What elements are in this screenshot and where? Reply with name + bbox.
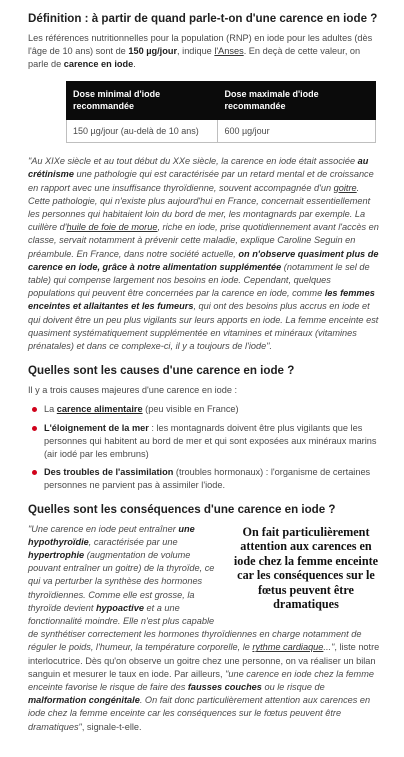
goitre-link[interactable]: goitre <box>333 182 357 193</box>
quote-text: (augmentation de volume pouvant entraîner un goitre) de la thyroïde, ce qui va perturber la synthèse des hormones thyroïdiennes. Comme elle est grosse, la thyroïde devient <box>28 549 215 613</box>
quote-text: , caractérisée par une <box>88 536 178 547</box>
quote-text: et a une fonctionnalité moindre. Elle n'est plus capable de synthétiser correctement les hormones thyroïdiennes en charge notamment de réguler le poids, l'humeur, la température corporelle, le <box>28 602 362 653</box>
table-header-max: Dose maximale d'iode recommandée <box>218 81 376 119</box>
quote-text: "Une carence en iode peut entraîner <box>28 523 179 534</box>
section-title-definition: Définition : à partir de quand parle-t-on d'une carence en iode ? <box>28 12 378 25</box>
quote-bold-cretinisme: au crétinisme <box>28 156 369 180</box>
bold-fausses-couches: fausses couches <box>187 682 262 693</box>
intro-text-1: Les références nutritionnelles pour la population (RNP) en iode pour les adultes (dès l'âge de 10 ans) sont de <box>28 33 373 57</box>
quote-text: (notamment le sel de table) qui compense largement nos besoins en iode. Cependant, quelques populations qui peuvent être concernées par la carence en iode, comme <box>28 261 370 299</box>
bold-hypertrophie: hypertrophie <box>28 549 85 560</box>
table-header-row <box>67 81 376 119</box>
quote-text: une pathologie qui est caractérisée par un retard mental et de croissance en rapport avec une insuffisance thyroïdienne, souvent accompagnée d'un <box>28 169 374 193</box>
bold-hypoactive: hypoactive <box>95 602 144 613</box>
dose-table <box>66 81 376 144</box>
narration-text: , liste notre interlocutrice. Dès qu'on observe un goitre chez une personne, on va réaliser un bilan sanguin et mesurer le taux en iode. Par ailleurs, <box>28 642 380 679</box>
intro-text-3: . En deçà de cette valeur, on parle de <box>28 46 361 70</box>
intro-bold-carence: carence en iode <box>63 59 134 70</box>
rythme-cardiaque-link-text: rythme cardiaque <box>252 642 324 653</box>
section-title-causes: Quelles sont les causes d'une carence en iode ? <box>28 364 295 378</box>
table-header-min: Dose minimal d'iode recommandée <box>67 81 218 119</box>
bullet-icon <box>32 426 37 431</box>
table-cell-max: 600 µg/jour <box>218 119 376 143</box>
intro-text-4: . <box>133 59 136 70</box>
quote-text: . On fait donc particulièrement attention aux carences en iode chez la femme enceinte car les conséquences sur le fœtus peuvent être dramatiques" <box>28 695 371 732</box>
cause-link-alimentaire[interactable]: carence alimentaire <box>56 404 143 415</box>
causes-intro: Il y a trois causes majeures d'une carence en iode : <box>28 385 238 396</box>
list-item <box>28 422 380 462</box>
pull-quote: On fait particulièrement attention aux carences en iode chez la femme enceinte car les conséquences sur le fœtus peuvent être dramatiques <box>233 524 379 612</box>
quote-paragraph-history <box>28 155 380 353</box>
table-row <box>67 119 376 143</box>
section-title-consequences: Quelles sont les conséquences d'une carence en iode ? <box>28 502 336 516</box>
bold-hypothyroidie: une hypothyroïdie <box>28 523 195 547</box>
anses-link[interactable]: l'Anses <box>214 46 244 57</box>
table-cell-min: 150 µg/jour (au-delà de 10 ans) <box>67 119 218 143</box>
cause-title-assimilation: Des troubles de l'assimilation <box>44 467 174 478</box>
quote-text: , qui ont des besoins plus accrus en iode et qui doivent être un peu plus vigilants sur leurs apports en iode. La femme enceinte est quasiment systématiquement supplémentée en vitamines et minéraux (vitamines prénatales) et dans ce complexe-ci, il y a toujours de l'iode". <box>28 301 379 351</box>
intro-text-2: , indique <box>177 46 215 57</box>
quote-bold-femmes-enceintes: les femmes enceintes et allaitantes et les fumeurs <box>28 288 375 312</box>
quote-text: ou le risque de <box>261 682 325 693</box>
quote-text: , riche en iode, prise quotidiennement avant l'accès en classe, servait notamment à prévenir cette maladie, explique Caroline Seguin en préambule. En France, dans notre société actuelle, <box>28 222 379 259</box>
quote-bold-alimentation: on n'observe quasiment plus de carence en iode, grâce à notre alimentation supplémentée <box>28 248 379 272</box>
intro-paragraph <box>28 32 380 72</box>
cause-prefix: La <box>44 404 57 415</box>
bold-malformation: malformation congénitale <box>28 695 140 706</box>
intro-bold-dose: 150 µg/jour <box>128 46 178 57</box>
rythme-cardiaque-link[interactable] <box>252 642 323 652</box>
list-item <box>28 403 380 416</box>
cause-title-eloignement: L'éloignement de la mer <box>44 422 149 433</box>
cause-text: (troubles hormonaux) : l'organisme de certaines personnes ne parvient pas à assimiler l'iode. <box>44 467 371 491</box>
bullet-icon <box>32 407 37 412</box>
cause-text: (peu visible en France) <box>142 404 239 415</box>
causes-list <box>28 403 380 492</box>
consequences-block <box>28 523 380 734</box>
bullet-icon <box>32 470 37 475</box>
quote-text: . Cette pathologie, qui n'existe plus aujourd'hui en France, concernait essentiellement les personnes qui habitaient loin du bord de mer, les montagnards par exemple. La cuillère d' <box>28 182 371 233</box>
list-item <box>28 466 380 492</box>
cause-text: : les montagnards doivent être plus vigilants que les personnes qui habitent au bord de mer et qui sont exposées aux minéraux marins (air iodé par les embruns) <box>44 422 377 459</box>
narration-text: , signale-t-elle. <box>81 721 142 732</box>
quote-text: "une carence en iode chez la femme enceinte favorise le risque de faire des <box>28 668 374 693</box>
huile-foie-morue-link[interactable]: huile de foie de morue <box>66 222 158 233</box>
quote-text: "Au XIXe siècle et au tout début du XXe siècle, la carence en iode était associée <box>28 156 358 167</box>
quote-text: ..." <box>323 642 335 653</box>
